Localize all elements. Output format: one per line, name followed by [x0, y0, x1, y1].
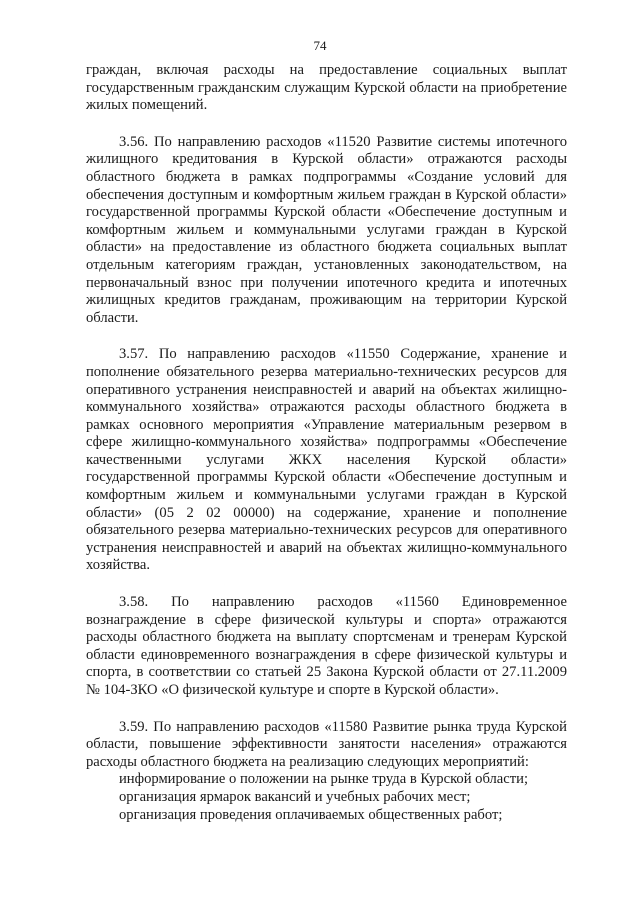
document-body [86, 62, 567, 824]
paragraph-3-59: 3.59. По направлению расходов «11580 Развитие рынка труда Курской области, повышение эффективности занятости населения» отражаются расходы областного бюджета на реализацию следующих мероприятий: [86, 718, 567, 770]
list-item: информирование о положении на рынке труда в Курской области; [119, 771, 529, 788]
paragraph-3-58: 3.58. По направлению расходов «11560 Единовременное вознаграждение в сфере физической культуры и спорта» отражаются расходы областного бюджета на выплату спортсменам и тренерам Курской области единовременного вознаграждения в сфере физической культуры и спорта, в соответствии со статьей 25 Закона Курской области от 27.11.2009 № 104-ЗКО «О физической культуре и спорте в Курской области». [86, 594, 567, 698]
list-item: организация проведения оплачиваемых общественных работ; [119, 806, 503, 823]
paragraph-3-57: 3.57. По направлению расходов «11550 Содержание, хранение и пополнение обязательного резерва материально-технических ресурсов для оперативного устранения неисправностей и аварий на объектах жилищно-коммунального хозяйства» отражаются расходы областного бюджета в рамках основного мероприятия «Управление материальным резервом в сфере жилищно-коммунального хозяйства» подпрограммы «Обеспечение качественными услугами ЖКХ населения Курской области» государственной программы Курской области «Обеспечение доступным и комфортным жильем и коммунальными услугами граждан в Курской области» (05 2 02 00000) на содержание, хранение и пополнение обязательного резерва материально-технических ресурсов для оперативного устранения неисправностей и аварий на объектах жилищно-коммунального хозяйства. [86, 346, 567, 574]
paragraph-continuation: граждан, включая расходы на предоставление социальных выплат государственным гражданским служащим Курской области на приобретение жилых помещений. [86, 62, 567, 114]
paragraph-3-56: 3.56. По направлению расходов «11520 Развитие системы ипотечного жилищного кредитования в Курской области» отражаются расходы областного бюджета в рамках подпрограммы «Создание условий для обеспечения доступным и комфортным жильем граждан в Курской области» государственной программы Курской области «Обеспечение доступным и комфортным жильем и коммунальными услугами граждан в Курской области» на предоставление из областного бюджета социальных выплат отдельным категориям граждан, установленных законодательством, на первоначальный взнос при получении ипотечного кредита и ипотечных жилищных кредитов гражданам, проживающим на территории Курской области. [86, 133, 567, 326]
page-number: 74 [313, 38, 327, 53]
list-item: организация ярмарок вакансий и учебных рабочих мест; [119, 788, 471, 805]
